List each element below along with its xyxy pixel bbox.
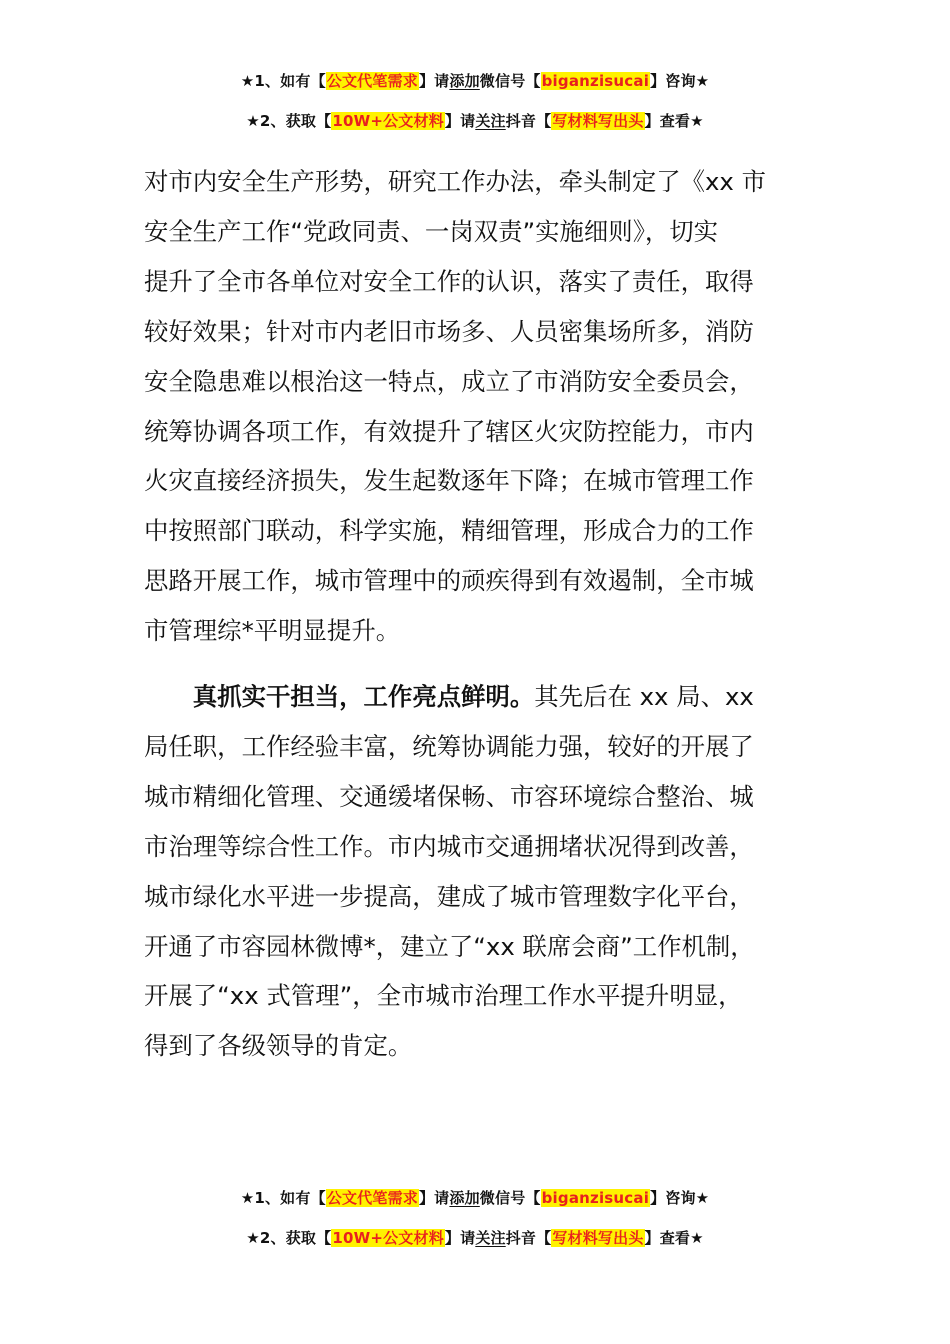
highlight-text: 10W+公文材料: [332, 112, 444, 130]
text-line: 较好效果；针对市内老旧市场多、人员密集场所多，消防: [144, 316, 754, 346]
highlight-text: 公文代笔需求: [326, 1189, 418, 1207]
text-line: 统筹协调各项工作，有效提升了辖区火灾防控能力，市内: [144, 416, 754, 446]
banner-text: ★1、如有【: [240, 1189, 326, 1207]
text-line: 中按照部门联动，科学实施，精细管理，形成合力的工作: [144, 516, 754, 546]
highlight-text: 写材料写出头: [552, 112, 644, 130]
emphasis-text: 添加: [449, 72, 480, 90]
text-line: 火灾直接经济损失，发生起数逐年下降；在城市管理工作: [144, 466, 754, 496]
header-banner-line-1: [0, 61, 950, 101]
text-line: [144, 672, 809, 722]
banner-text: 】查看★: [644, 112, 704, 130]
banner-text: 微信号【: [479, 72, 541, 90]
text-line: 提升了全市各单位对安全工作的认识，落实了责任，取得: [144, 266, 754, 296]
banner-text: ★2、获取【: [246, 1229, 332, 1247]
text-line: 市治理等综合性工作。市内城市交通拥堵状况得到改善，: [144, 831, 754, 861]
emphasis-text: 关注: [475, 112, 506, 130]
banner-text: ★2、获取【: [246, 112, 332, 130]
footer-banner-line-2: [0, 1218, 950, 1258]
paragraph-lead-heading: 真抓实干担当，工作亮点鲜明。: [192, 682, 535, 711]
banner-text: 】咨询★: [650, 1189, 710, 1207]
highlight-text: biganzisucai: [541, 72, 650, 90]
banner-text: 】请: [444, 112, 476, 130]
text-line: 思路开展工作，城市管理中的顽疾得到有效遏制，全市城: [144, 566, 754, 596]
footer-banner-line-1: [0, 1178, 950, 1218]
text-line: 得到了各级领导的肯定。: [144, 1031, 413, 1061]
banner-text: 微信号【: [479, 1189, 541, 1207]
text-run: 其先后在 xx 局、xx: [534, 682, 754, 711]
header-banner: [0, 61, 950, 141]
text-line: 安全隐患难以根治这一特点，成立了市消防安全委员会，: [144, 366, 754, 396]
text-line: 城市绿化水平进一步提高，建成了城市管理数字化平台，: [144, 881, 754, 911]
banner-text: 】请: [418, 1189, 450, 1207]
banner-text: 】咨询★: [650, 72, 710, 90]
emphasis-text: 关注: [475, 1229, 506, 1247]
footer-banner: [0, 1178, 950, 1258]
text-line: 安全生产工作“党政同责、一岗双责”实施细则》，切实: [144, 216, 719, 246]
emphasis-text: 添加: [449, 1189, 480, 1207]
banner-text: 】请: [444, 1229, 476, 1247]
banner-text: 抖音【: [505, 112, 552, 130]
highlight-text: 10W+公文材料: [332, 1229, 444, 1247]
banner-text: ★1、如有【: [240, 72, 326, 90]
text-line: 局任职，工作经验丰富，统筹协调能力强，较好的开展了: [144, 731, 754, 761]
text-line: 对市内安全生产形势，研究工作办法，牵头制定了《xx 市: [144, 167, 766, 196]
text-line: 城市精细化管理、交通缓堵保畅、市容环境综合整治、城: [144, 781, 754, 811]
highlight-text: 写材料写出头: [552, 1229, 644, 1247]
highlight-text: biganzisucai: [541, 1189, 650, 1207]
body-paragraph-2: [144, 672, 809, 1071]
highlight-text: 公文代笔需求: [326, 72, 418, 90]
header-banner-line-2: [0, 101, 950, 141]
banner-text: 抖音【: [505, 1229, 552, 1247]
text-line: 开通了市容园林微博*，建立了“xx 联席会商”工作机制，: [144, 931, 755, 961]
text-line: 市管理综*平明显提升。: [144, 616, 401, 646]
text-line: 开展了“xx 式管理”，全市城市治理工作水平提升明显，: [144, 981, 743, 1011]
body-paragraph-1: [144, 157, 809, 656]
banner-text: 】请: [418, 72, 450, 90]
banner-text: 】查看★: [644, 1229, 704, 1247]
